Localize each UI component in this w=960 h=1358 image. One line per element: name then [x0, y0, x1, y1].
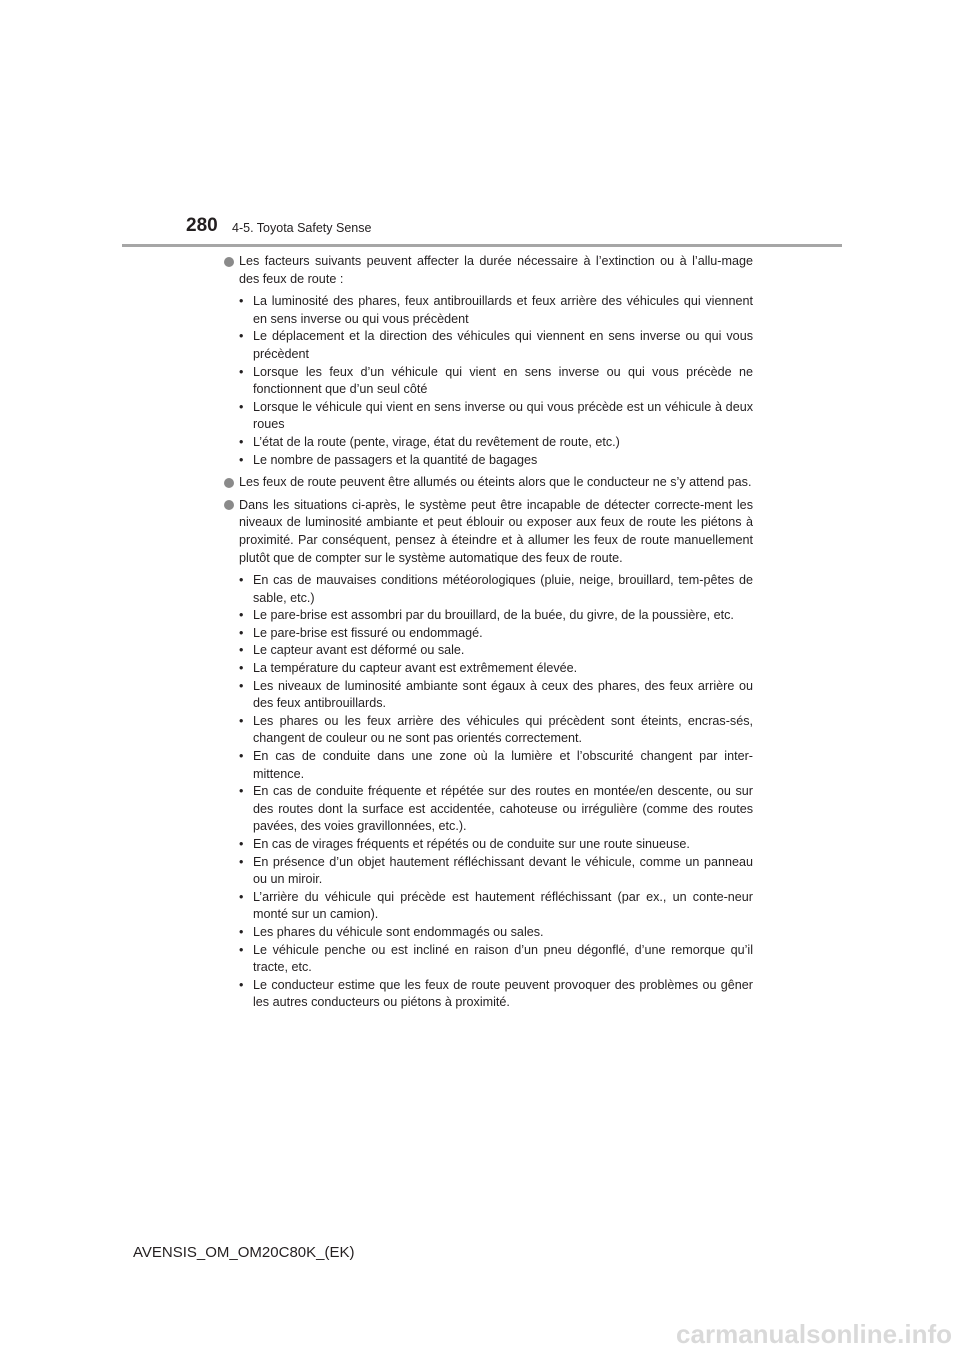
- list-item-text: La luminosité des phares, feux antibrouillards et feux arrière des véhicules qui viennent en sens inverse ou qui vous précèdent: [253, 294, 753, 326]
- paragraph-situations: [223, 497, 753, 567]
- bullet-icon: •: [239, 889, 244, 904]
- list-item-text: Le capteur avant est déformé ou sale.: [253, 643, 465, 658]
- bullet-icon: •: [239, 573, 244, 588]
- list-item-text: En présence d’un objet hautement réfléchissant devant le véhicule, comme un panneau ou un miroir.: [253, 854, 753, 887]
- list-item: [223, 642, 753, 660]
- list-item: [223, 836, 753, 854]
- document-code: AVENSIS_OM_OM20C80K_(EK): [133, 1244, 355, 1261]
- list-item-text: En cas de virages fréquents et répétés ou de conduite sur une route sinueuse.: [253, 837, 690, 851]
- list-item: [223, 713, 753, 748]
- bullet-icon: •: [239, 294, 244, 309]
- bullet-icon: •: [239, 854, 244, 869]
- list-item: [223, 434, 753, 452]
- list-item-text: Le véhicule penche ou est incliné en raison d’un pneu dégonflé, d’une remorque qu’il tracte, etc.: [253, 942, 753, 975]
- bullet-icon: •: [239, 713, 244, 728]
- paragraph-text: Les feux de route peuvent être allumés ou éteints alors que le conducteur ne s’y attend pas.: [239, 475, 752, 490]
- list-item: [223, 678, 753, 713]
- list-item: [223, 783, 753, 836]
- bullet-icon: •: [239, 678, 244, 693]
- bullet-icon: •: [239, 784, 244, 799]
- bullet-icon: •: [239, 625, 244, 640]
- bullet-icon: •: [239, 452, 244, 467]
- list-item-text: En cas de conduite dans une zone où la lumière et l’obscurité changent par inter-mittence.: [253, 749, 753, 781]
- bullet-icon: •: [239, 661, 244, 676]
- list-item-text: Le déplacement et la direction des véhicules qui viennent en sens inverse ou qui vous précèdent: [253, 329, 753, 361]
- list-item-text: Les niveaux de luminosité ambiante sont égaux à ceux des phares, des feux arrière ou des feux antibrouillards.: [253, 678, 753, 711]
- list-item: [223, 625, 753, 643]
- list-item: [223, 854, 753, 889]
- bullet-icon: •: [239, 924, 244, 939]
- header-rule: [122, 244, 842, 247]
- list-item-text: Le nombre de passagers et la quantité de bagages: [253, 452, 538, 467]
- circle-bullet-icon: [224, 257, 234, 267]
- list-item-text: La température du capteur avant est extrêmement élevée.: [253, 661, 578, 676]
- list-item: [223, 942, 753, 977]
- watermark: carmanualsonline.info: [676, 1319, 952, 1349]
- bullet-icon: •: [239, 364, 244, 379]
- list-item: [223, 399, 753, 434]
- page-content: [223, 253, 753, 1017]
- list-item-text: Le pare-brise est fissuré ou endommagé.: [253, 625, 483, 640]
- list-item: [223, 293, 753, 328]
- bullet-list-situations: [223, 572, 753, 1012]
- circle-bullet-icon: [224, 500, 234, 510]
- list-item: [223, 607, 753, 625]
- paragraph-factors: [223, 253, 753, 288]
- bullet-icon: •: [239, 329, 244, 344]
- list-item-text: Le conducteur estime que les feux de route peuvent provoquer des problèmes ou gêner les autres conducteurs ou piétons à proximité.: [253, 977, 753, 1010]
- bullet-icon: •: [239, 749, 244, 764]
- list-item: [223, 977, 753, 1012]
- bullet-icon: •: [239, 608, 244, 623]
- list-item-text: En cas de conduite fréquente et répétée sur des routes en montée/en descente, ou sur des routes dont la surface est accidentée, cahoteuse ou irrégulière (comme des routes pavées, des voies gravillonnées, etc.).: [253, 784, 753, 834]
- list-item-text: En cas de mauvaises conditions météorologiques (pluie, neige, brouillard, tem-pêtes de sable, etc.): [253, 573, 753, 605]
- paragraph-text: Les facteurs suivants peuvent affecter la durée nécessaire à l’extinction ou à l’allu-mage des feux de route :: [239, 254, 753, 286]
- list-item: [223, 889, 753, 924]
- list-item: [223, 924, 753, 942]
- list-item-text: L’arrière du véhicule qui précède est hautement réfléchissant (par ex., un conte-neur monté sur un camion).: [253, 889, 753, 922]
- list-item-text: Lorsque les feux d’un véhicule qui vient en sens inverse ou qui vous précède ne fonctionnent que d’un seul côté: [253, 364, 753, 397]
- bullet-icon: •: [239, 434, 244, 449]
- list-item-text: Les phares ou les feux arrière des véhicules qui précèdent sont éteints, encras-sés, changent de couleur ou ne sont pas orientés correctement.: [253, 713, 753, 746]
- list-item: [223, 660, 753, 678]
- bullet-icon: •: [239, 837, 244, 851]
- list-item-text: L’état de la route (pente, virage, état du revêtement de route, etc.): [253, 434, 620, 449]
- list-item: [223, 748, 753, 783]
- bullet-icon: •: [239, 977, 244, 992]
- bullet-icon: •: [239, 399, 244, 414]
- bullet-icon: •: [239, 643, 244, 658]
- page-number: 280: [186, 215, 218, 236]
- list-item: [223, 572, 753, 607]
- list-item: [223, 364, 753, 399]
- paragraph-unexpected: [223, 474, 753, 492]
- list-item: [223, 328, 753, 363]
- list-item: [223, 452, 753, 470]
- list-item-text: Lorsque le véhicule qui vient en sens inverse ou qui vous précède est un véhicule à deux roues: [253, 399, 753, 432]
- bullet-list-factors: [223, 293, 753, 469]
- paragraph-text: Dans les situations ci-après, le système peut être incapable de détecter correcte-ment les niveaux de luminosité ambiante et peut éblouir ou exposer aux feux de route les piétons à proximité. Par conséquent, pensez à éteindre et à allumer les feux de route manuellement plutôt que de compter sur le système automatique des feux de route.: [239, 497, 753, 565]
- list-item-text: Le pare-brise est assombri par du brouillard, de la buée, du givre, de la poussière, etc.: [253, 608, 734, 623]
- circle-bullet-icon: [224, 478, 234, 488]
- bullet-icon: •: [239, 942, 244, 957]
- section-title: 4-5. Toyota Safety Sense: [232, 221, 372, 235]
- list-item-text: Les phares du véhicule sont endommagés ou sales.: [253, 924, 544, 939]
